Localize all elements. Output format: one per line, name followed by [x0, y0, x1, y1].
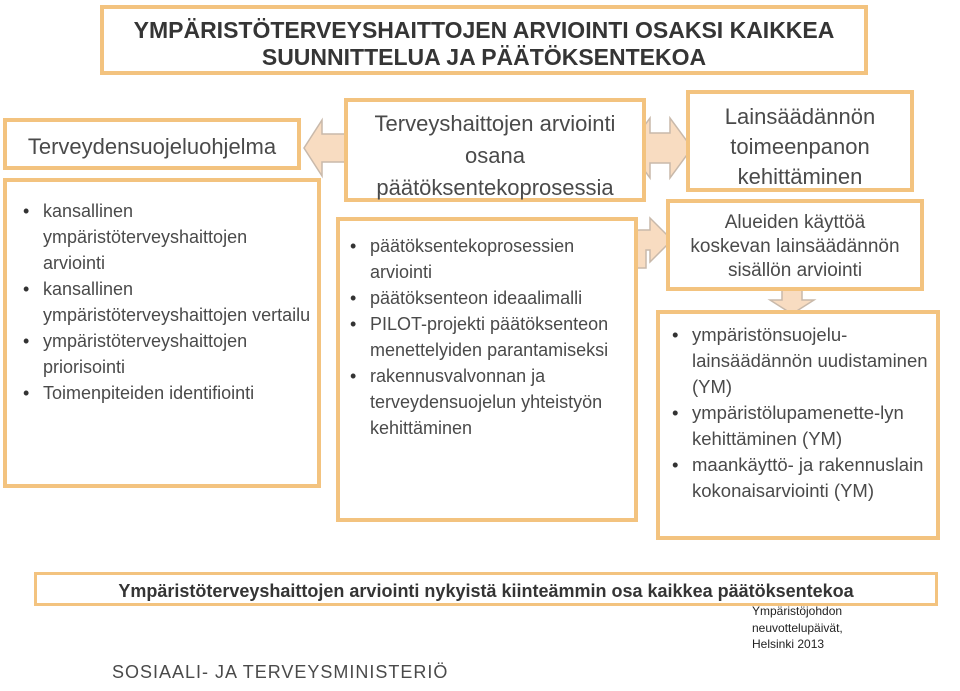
bottom-banner — [34, 572, 938, 606]
event-footnote: Ympäristöjohdon neuvottelupäivät, Helsinki 2013 — [752, 604, 843, 651]
bullet-icon: • — [23, 383, 30, 403]
middle-heading: Terveyshaittojen arviointi osana päätöksentekoprosessia — [374, 111, 616, 200]
left-heading-box — [3, 118, 301, 170]
middle-heading-box — [344, 98, 646, 202]
title-line-2: SUUNNITTELUA JA PÄÄTÖKSENTEKOA — [261, 44, 707, 70]
title-box — [100, 5, 868, 75]
list-item: • Toimenpiteiden identifiointi — [15, 380, 311, 406]
right-list-box — [656, 310, 940, 540]
bullet-icon: • — [672, 402, 679, 423]
right-heading-box — [686, 90, 914, 192]
middle-list — [342, 233, 630, 441]
middle-list-box — [336, 217, 638, 522]
bullet-icon: • — [350, 314, 357, 334]
bullet-icon: • — [23, 279, 30, 299]
right-heading: Lainsäädännön toimeenpanon kehittäminen — [724, 104, 876, 189]
bullet-icon: • — [23, 331, 30, 351]
right-list — [664, 322, 932, 504]
right-sub-text: Alueiden käyttöä koskevan lainsäädännön sisällön arviointi — [690, 212, 900, 281]
list-item: • PILOT-projekti päätöksenteon menettelyiden parantamiseksi — [342, 311, 630, 363]
list-item: • ympäristöterveyshaittojen priorisointi — [15, 328, 311, 380]
bullet-icon: • — [672, 454, 679, 475]
left-list — [15, 198, 311, 406]
bullet-icon: • — [350, 288, 357, 308]
left-heading: Terveydensuojeluohjelma — [27, 134, 277, 159]
ministry-logo-text: SOSIAALI- JA TERVEYSMINISTERIÖ — [112, 662, 449, 682]
bullet-icon: • — [23, 201, 30, 221]
list-item: • maankäyttö- ja rakennuslain kokonaisarviointi (YM) — [672, 454, 924, 501]
list-item: • ympäristönsuojelu-lainsäädännön uudistaminen (YM) — [672, 324, 928, 397]
bullet-icon: • — [350, 366, 357, 386]
list-item: • ympäristölupamenette-lyn kehittäminen (YM) — [672, 402, 904, 449]
list-item: • kansallinen ympäristöterveyshaittojen vertailu — [15, 276, 311, 328]
left-list-box — [3, 178, 321, 488]
list-item: • päätöksentekoprosessien arviointi — [342, 233, 630, 285]
bottom-banner-text: Ympäristöterveyshaittojen arviointi nykyistä kiinteämmin osa kaikkea päätöksentekoa — [118, 581, 854, 601]
bullet-icon: • — [672, 324, 679, 345]
bullet-icon: • — [350, 236, 357, 256]
title-line-1: YMPÄRISTÖTERVEYSHAITTOJEN ARVIOINTI OSAKSI KAIKKEA — [133, 17, 835, 43]
list-item: • rakennusvalvonnan ja terveydensuojelun yhteistyön kehittäminen — [342, 363, 630, 441]
page-title — [104, 17, 864, 71]
list-item: • päätöksenteon ideaalimalli — [342, 285, 630, 311]
list-item: • kansallinen ympäristöterveyshaittojen arviointi — [15, 198, 311, 276]
right-sub-box — [666, 199, 924, 291]
